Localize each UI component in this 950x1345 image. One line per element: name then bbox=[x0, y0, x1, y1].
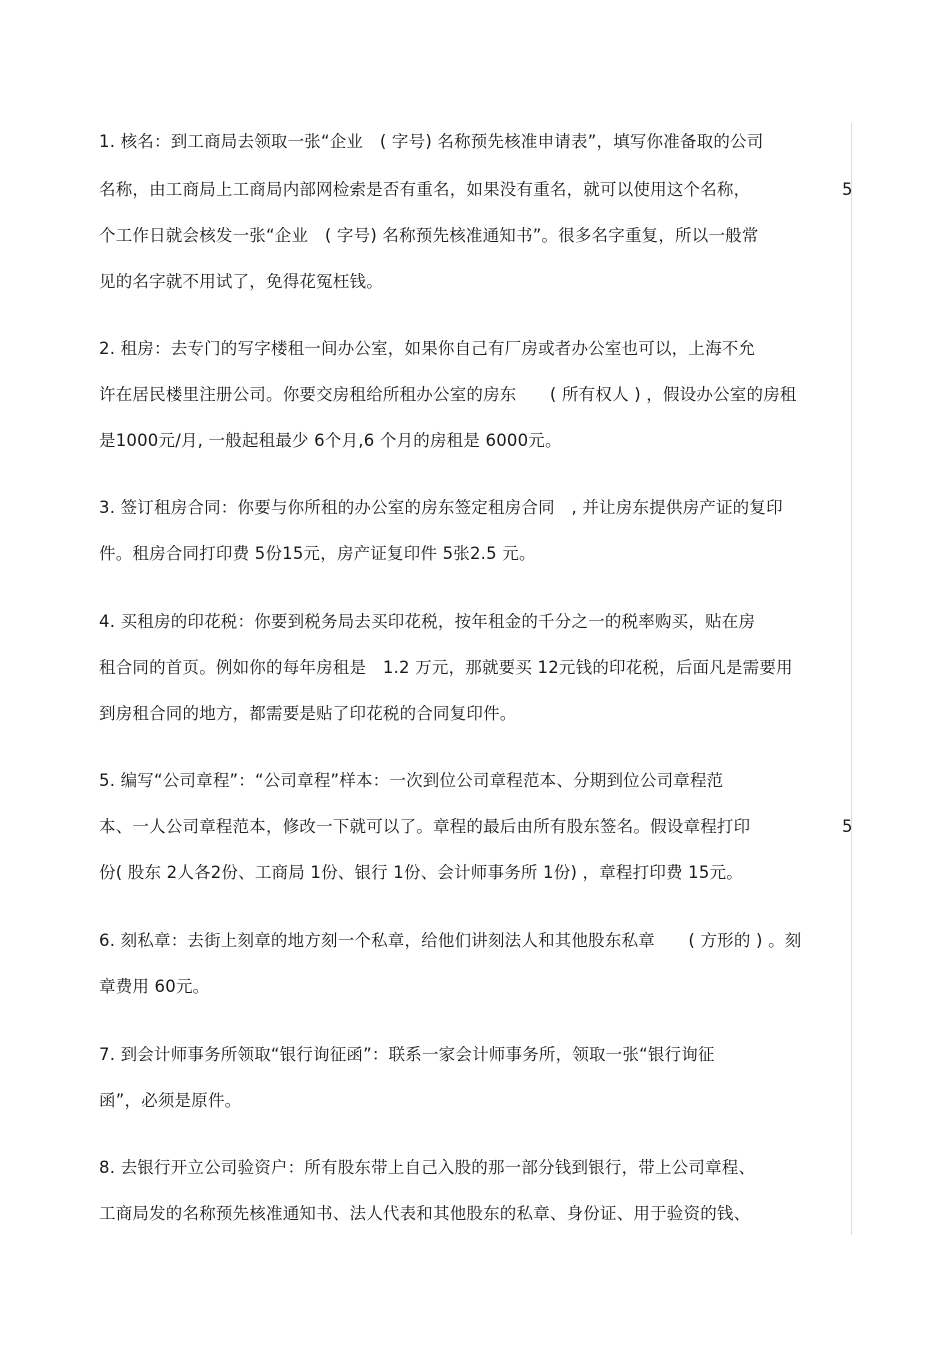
paragraph-6-line-1: 6. 刻私章：去街上刻章的地方刻一个私章，给他们讲刻法人和其他股东私章 ( 方形的 ) 。刻 bbox=[99, 931, 802, 950]
paragraph-5-margin-mark: 5 bbox=[842, 817, 853, 836]
paragraph-1-line-2: 名称，由工商局上工商局内部网检索是否有重名，如果没有重名，就可以使用这个名称， bbox=[99, 180, 751, 199]
paragraph-1-margin-mark: 5 bbox=[842, 180, 853, 199]
paragraph-5-line-2: 本、一人公司章程范本，修改一下就可以了。章程的最后由所有股东签名。假设章程打印 bbox=[99, 817, 751, 836]
page-edge-rule bbox=[851, 123, 852, 1235]
paragraph-2-line-3: 是1000元/月, 一般起租最少 6个月,6 个月的房租是 6000元。 bbox=[99, 431, 562, 450]
paragraph-2-line-2: 许在居民楼里注册公司。你要交房租给所租办公室的房东 ( 所有权人 ) ，假设办公室的房租 bbox=[99, 385, 797, 404]
paragraph-8-line-1: 8. 去银行开立公司验资户：所有股东带上自己入股的那一部分钱到银行，带上公司章程、 bbox=[99, 1158, 756, 1177]
paragraph-7-line-1: 7. 到会计师事务所领取“银行询征函”：联系一家会计师事务所，领取一张“银行询征 bbox=[99, 1045, 715, 1064]
paragraph-5-line-1: 5. 编写“公司章程”：“公司章程”样本：一次到位公司章程范本、分期到位公司章程范 bbox=[99, 771, 724, 790]
paragraph-1-line-3: 个工作日就会核发一张“企业 ( 字号) 名称预先核准通知书”。很多名字重复，所以一般常 bbox=[99, 226, 759, 245]
paragraph-4-line-2: 租合同的首页。例如你的每年房租是 1.2 万元，那就要买 12元钱的印花税，后面凡是需要用 bbox=[99, 658, 793, 677]
paragraph-5-line-3: 份( 股东 2人各2份、工商局 1份、银行 1份、会计师事务所 1份) ，章程打印费 15元。 bbox=[99, 863, 743, 882]
paragraph-1-line-1: 1. 核名：到工商局去领取一张“企业 ( 字号) 名称预先核准申请表”，填写你准备取的公司 bbox=[99, 132, 764, 151]
paragraph-2-line-1: 2. 租房：去专门的写字楼租一间办公室，如果你自己有厂房或者办公室也可以，上海不允 bbox=[99, 339, 756, 358]
paragraph-7-line-2: 函”，必须是原件。 bbox=[99, 1091, 242, 1110]
paragraph-1-line-4: 见的名字就不用试了，免得花冤枉钱。 bbox=[99, 272, 383, 291]
paragraph-4-line-1: 4. 买租房的印花税：你要到税务局去买印花税，按年租金的千分之一的税率购买，贴在房 bbox=[99, 612, 756, 631]
paragraph-3-line-2: 件。租房合同打印费 5份15元，房产证复印件 5张2.5 元。 bbox=[99, 544, 536, 563]
paragraph-3-line-1: 3. 签订租房合同：你要与你所租的办公室的房东签定租房合同 , 并让房东提供房产证的复印 bbox=[99, 498, 783, 517]
paragraph-4-line-3: 到房租合同的地方，都需要是贴了印花税的合同复印件。 bbox=[99, 704, 517, 723]
paragraph-8-line-2: 工商局发的名称预先核准通知书、法人代表和其他股东的私章、身份证、用于验资的钱、 bbox=[99, 1204, 751, 1223]
paragraph-6-line-2: 章费用 60元。 bbox=[99, 977, 210, 996]
